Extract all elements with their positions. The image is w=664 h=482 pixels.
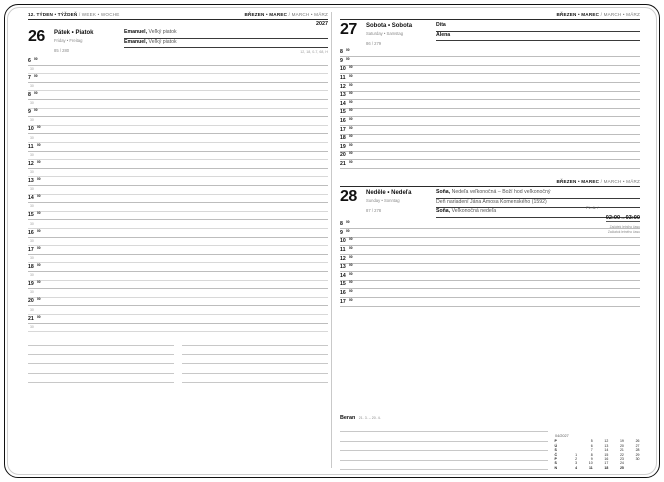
sunday-hour-grid (340, 221, 640, 307)
hour-row[interactable]: 13 00 (340, 92, 640, 101)
hour-row[interactable]: 12 00 (28, 160, 328, 169)
hour-row[interactable]: 14 00 (340, 272, 640, 281)
hour-row[interactable]: 13 00 (340, 264, 640, 273)
sunday-day-names: Neděle • Nedeľa Sunday • Sonntag 87 / 278 (366, 189, 432, 213)
half-hour-row[interactable]: 30 (28, 117, 328, 126)
note-line[interactable] (340, 451, 548, 460)
hour-row[interactable]: 16 00 (340, 117, 640, 126)
hour-row[interactable]: 9 00 (28, 109, 328, 118)
note-line[interactable] (182, 364, 328, 373)
left-page-header (28, 12, 328, 20)
year-label: 2027 (316, 21, 328, 28)
half-hour-row[interactable]: 30 (28, 238, 328, 247)
saturday-day-names: Sobota • Sobota Saturday • Samstag 86 / 279 (366, 22, 432, 46)
hour-row[interactable]: 8 00 (28, 91, 328, 100)
hour-row[interactable]: 7 00 (28, 74, 328, 83)
nameday-row: Soňa, Nedeľa veľkonočná – Boží hod veľkonočný (436, 189, 640, 199)
note-line[interactable] (28, 346, 174, 355)
hour-row[interactable]: 18 00 (340, 135, 640, 144)
hour-row[interactable]: 14 00 (340, 100, 640, 109)
note-line[interactable] (182, 346, 328, 355)
notes-right-column (182, 336, 328, 383)
mini-calendar-row: P 5 12 19 26 (554, 439, 640, 444)
hour-row[interactable]: 6 00 (28, 57, 328, 66)
note-line[interactable] (182, 374, 328, 383)
hour-row[interactable]: 10 00 (28, 126, 328, 135)
month-label-left: BŘEZEN • MAREC / MARCH • MÄRZ (244, 12, 328, 17)
hour-row[interactable]: 11 00 (28, 143, 328, 152)
page-gap (340, 169, 640, 179)
half-hour-row[interactable]: 30 (28, 152, 328, 161)
note-line[interactable] (28, 336, 174, 345)
mini-calendar-row: S 7 14 21 28 (554, 448, 640, 453)
sunday-section-header (340, 179, 640, 187)
hour-row[interactable]: 15 00 (28, 212, 328, 221)
hour-row[interactable]: 9 00 (340, 57, 640, 66)
book-spine (331, 12, 332, 468)
hour-row[interactable]: 17 00 (340, 126, 640, 135)
note-line[interactable] (182, 355, 328, 364)
hour-row[interactable]: 14 00 (28, 195, 328, 204)
half-hour-row[interactable]: 30 (28, 66, 328, 75)
half-hour-row[interactable]: 30 (28, 220, 328, 229)
hour-row[interactable]: 21 00 (340, 160, 640, 169)
sunday-day-number: 28 (340, 187, 357, 205)
left-page (28, 12, 328, 470)
hour-row[interactable]: 13 00 (28, 177, 328, 186)
mini-calendar-row: Ú 6 13 20 27 (554, 443, 640, 448)
mini-calendar-table (554, 439, 640, 470)
half-hour-row[interactable]: 30 (28, 169, 328, 178)
sunday-day-block (340, 189, 640, 307)
nameday-row: Dita (436, 22, 640, 32)
note-line[interactable] (28, 364, 174, 373)
friday-day-block (28, 29, 328, 383)
mini-calendar-row: Č 1 8 15 22 29 (554, 452, 640, 457)
saturday-day-of-year: 86 / 279 (366, 40, 382, 46)
hour-row[interactable]: 12 00 (340, 255, 640, 264)
hour-row[interactable]: 10 00 (340, 238, 640, 247)
notes-left-column (28, 336, 174, 383)
sunday-day-of-year: 87 / 278 (366, 207, 382, 213)
sunday-daynum-col (340, 189, 366, 205)
friday-day-of-year: 85 / 280 (54, 47, 70, 53)
note-line[interactable] (28, 355, 174, 364)
month-label-right: BŘEZEN • MAREC / MARCH • MÄRZ (556, 12, 640, 17)
hour-row[interactable]: 17 00 (28, 246, 328, 255)
right-page-header (340, 12, 640, 20)
dst-change-note: PL. A. / 02:00→03:00 Začátek letního času Začiatok letného času (586, 205, 640, 235)
half-hour-row[interactable]: 30 (28, 272, 328, 281)
half-hour-row[interactable]: 30 (28, 289, 328, 298)
hour-row[interactable]: 15 00 (340, 109, 640, 118)
friday-nameday-list (120, 29, 328, 54)
right-page (340, 12, 640, 470)
hour-row[interactable]: 21 00 (28, 315, 328, 324)
friday-daynum-col (28, 29, 54, 45)
nameday-row: Emanuel, Veľký piatok (124, 39, 328, 49)
nameday-row: Soňa, Veľkonočná nedeľa (436, 208, 640, 218)
note-line[interactable] (340, 442, 548, 451)
nameday-row: Emanuel, Veľký piatok (124, 29, 328, 39)
hour-row[interactable]: 19 00 (340, 143, 640, 152)
hour-row[interactable]: 11 00 (340, 246, 640, 255)
half-hour-row[interactable]: 30 (28, 255, 328, 264)
sunday-nameday-list (432, 188, 640, 235)
saturday-daynum-col (340, 22, 366, 38)
half-hour-row[interactable]: 30 (28, 306, 328, 315)
hour-row[interactable]: 18 00 (28, 263, 328, 272)
friday-notes-area (28, 336, 328, 383)
saturday-day-number: 27 (340, 21, 357, 39)
note-line[interactable] (340, 423, 548, 432)
footer-note-lines (340, 423, 548, 470)
month-label-sunday: BŘEZEN • MAREC / MARCH • MÄRZ (556, 178, 640, 184)
note-line[interactable] (28, 374, 174, 383)
note-line[interactable] (182, 336, 328, 345)
hour-row[interactable]: 9 00 (340, 229, 640, 238)
hour-row[interactable]: 20 00 (28, 298, 328, 307)
mini-calendar-title: 04/2027 (555, 434, 569, 439)
mini-calendar-row: N 4 11 18 25 (554, 465, 624, 470)
half-hour-row[interactable]: 30 (28, 83, 328, 92)
right-page-footer (340, 415, 640, 470)
saturday-hour-grid (340, 49, 640, 169)
saturday-nameday-list (432, 22, 640, 41)
hour-row[interactable]: 11 00 (340, 74, 640, 83)
friday-day-number: 26 (28, 28, 45, 46)
hour-row[interactable]: 19 00 (28, 281, 328, 290)
mini-calendar-row: S 3 10 17 24 (554, 461, 624, 466)
friday-day-names: Pátek • Piatok Friday • Freitag 85 / 280 (54, 29, 120, 53)
hour-row[interactable]: 8 00 (340, 221, 640, 230)
week-label: 12. TÝDEN • TÝŽDEŇ / WEEK • WOCHE (28, 12, 120, 17)
mini-calendar-row: P 2 9 16 23 30 (554, 456, 640, 461)
hour-row[interactable]: 8 00 (340, 49, 640, 58)
half-hour-row[interactable]: 30 (28, 186, 328, 195)
hour-row[interactable]: 16 00 (340, 289, 640, 298)
hour-row[interactable]: 16 00 (28, 229, 328, 238)
note-line[interactable] (340, 432, 548, 441)
hour-row[interactable]: 10 00 (340, 66, 640, 75)
friday-extra-note: 12, 18, 0-7, 68, H (300, 50, 328, 55)
nameday-row: Alena (436, 32, 640, 42)
nameday-row: Deň nariadení Jána Amosa Komenského (1592) (436, 199, 640, 209)
saturday-day-block (340, 22, 640, 169)
hour-row[interactable]: 20 00 (340, 152, 640, 161)
half-hour-row[interactable]: 30 (28, 100, 328, 109)
mini-calendar (554, 434, 640, 470)
friday-hour-grid (28, 57, 328, 332)
zodiac-name: Beran 21. 3. – 20. 4. (340, 415, 381, 422)
note-line[interactable] (340, 461, 548, 470)
hour-row[interactable]: 17 00 (340, 298, 640, 307)
hour-row[interactable]: 15 00 (340, 281, 640, 290)
zodiac-block (340, 415, 554, 470)
hour-row[interactable]: 12 00 (340, 83, 640, 92)
half-hour-row[interactable]: 30 (28, 134, 328, 143)
half-hour-row[interactable]: 30 (28, 324, 328, 333)
half-hour-row[interactable]: 30 (28, 203, 328, 212)
